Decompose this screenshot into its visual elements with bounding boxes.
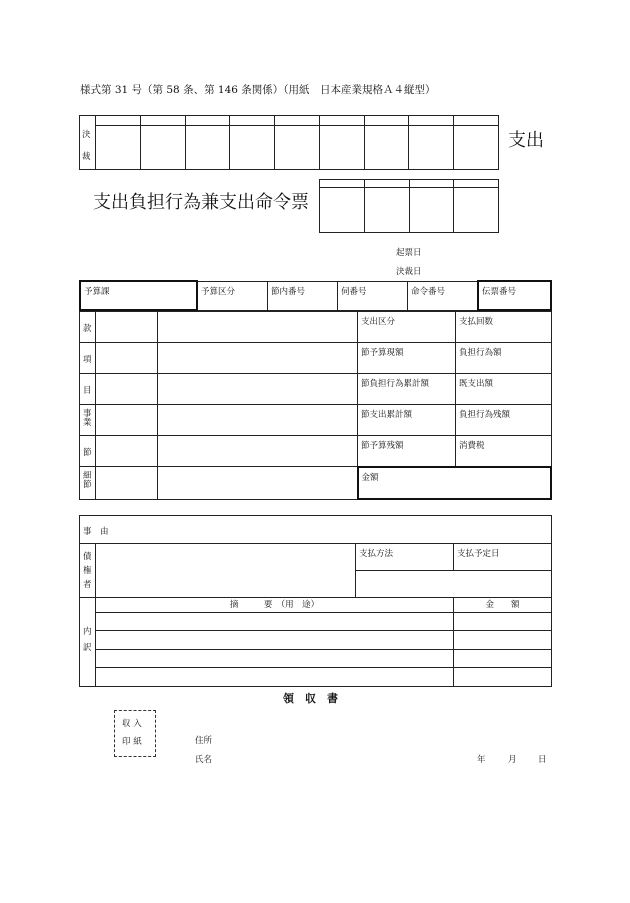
tekiyo-row[interactable] <box>96 612 454 631</box>
amount-row[interactable] <box>454 668 552 687</box>
shishutsu-label: 支出 <box>508 130 544 151</box>
shishutsu-kubun-label: 支出区分 <box>361 317 396 327</box>
details-table <box>79 515 552 687</box>
meirei-bango-label: 命令番号 <box>411 286 446 297</box>
kou-cell <box>80 343 96 374</box>
classification-table <box>79 311 552 500</box>
ukagai-bango-label: 伺番号 <box>341 286 367 297</box>
yosan-ka-label: 予算課 <box>84 287 110 297</box>
stamp-box[interactable] <box>96 126 141 170</box>
sub-head <box>454 180 499 188</box>
stamp-box[interactable] <box>364 126 409 170</box>
stamp-box[interactable] <box>319 126 364 170</box>
shiharai-houhou-label: 支払方法 <box>359 548 394 559</box>
meirei-bango-cell[interactable] <box>408 281 479 310</box>
stamp-head <box>140 116 185 126</box>
denpyo-bango-label: 伝票番号 <box>482 287 517 297</box>
jigyo-label: 事業 <box>83 409 92 429</box>
moku-name[interactable] <box>158 374 358 405</box>
uchiwake-cell <box>80 598 96 687</box>
jiyu-label: 事 由 <box>83 527 109 537</box>
approval-grid <box>79 115 499 170</box>
sub-box[interactable] <box>320 188 365 233</box>
kessai-label-2: 裁 <box>82 152 91 162</box>
hi-label: 日 <box>538 755 547 765</box>
kihyobi-label: 起票日 <box>396 248 422 258</box>
setsu-cell <box>80 436 96 467</box>
futan-koui-gaku-cell[interactable] <box>456 343 552 374</box>
sub-box[interactable] <box>364 188 409 233</box>
stamp-head <box>275 116 320 126</box>
kan-code[interactable] <box>96 312 158 343</box>
futan-koui-gaku-label: 負担行為額 <box>459 348 502 359</box>
shiharai-yoteibi-cell[interactable] <box>454 543 552 570</box>
jusho-label: 住所 <box>195 736 213 746</box>
setsunai-bango-cell[interactable] <box>268 281 338 310</box>
stamp-box[interactable] <box>454 126 499 170</box>
kan-name[interactable] <box>158 312 358 343</box>
sub-box[interactable] <box>409 188 454 233</box>
sub-head <box>409 180 454 188</box>
stamp-box[interactable] <box>185 126 230 170</box>
setsu-shishutsu-ruikei-cell[interactable] <box>358 405 456 436</box>
saisetsu-code[interactable] <box>96 467 158 499</box>
shiharai-kaisu-label: 支払回数 <box>459 317 494 327</box>
kingaku-cell[interactable] <box>358 467 552 499</box>
stamp-box[interactable] <box>275 126 320 170</box>
kessai-cell <box>80 116 96 170</box>
saikensha-value[interactable] <box>96 543 356 598</box>
kou-code[interactable] <box>96 343 158 374</box>
shohizei-cell[interactable] <box>456 436 552 467</box>
shiharai-houhou-cell[interactable] <box>356 543 454 570</box>
sub-head <box>364 180 409 188</box>
ukagai-bango-cell[interactable] <box>338 281 408 310</box>
saikensha-label: 債権者 <box>83 551 92 590</box>
yosan-kubun-label: 予算区分 <box>201 286 236 297</box>
stamp-head <box>319 116 364 126</box>
stamp-text-1: 収 入 <box>122 719 142 729</box>
moku-label: 目 <box>83 386 92 397</box>
jigyo-name[interactable] <box>158 405 358 436</box>
tekiyo-label: 摘 要 （用 途） <box>229 600 320 611</box>
setsunai-bango-label: 節内番号 <box>271 286 306 297</box>
sub-box[interactable] <box>454 188 499 233</box>
revenue-stamp-box[interactable] <box>114 710 156 757</box>
page-title: 支出負担行為兼支出命令票 <box>93 192 309 213</box>
tekiyo-row[interactable] <box>96 668 454 687</box>
shishutsu-kubun-cell[interactable] <box>358 312 456 343</box>
yosan-ka-cell[interactable] <box>80 281 197 310</box>
shiharai-kaisu-cell[interactable] <box>456 312 552 343</box>
nen-label: 年 <box>477 755 486 765</box>
setsu-yosan-zan-label: 節予算残額 <box>361 441 404 452</box>
budget-row <box>79 280 552 311</box>
stamp-head <box>185 116 230 126</box>
kingaku-detail-label: 金 額 <box>485 600 520 611</box>
tekiyo-row[interactable] <box>96 649 454 668</box>
saikensha-cell <box>80 543 96 598</box>
moku-code[interactable] <box>96 374 158 405</box>
jigyo-code[interactable] <box>96 405 158 436</box>
shiharai-detail[interactable] <box>356 570 552 598</box>
uchiwake-label: 内訳 <box>83 627 92 654</box>
setsu-yosan-gen-cell[interactable] <box>358 343 456 374</box>
setsu-name[interactable] <box>158 436 358 467</box>
denpyo-bango-cell[interactable] <box>478 281 551 310</box>
kishishutsu-gaku-cell[interactable] <box>456 374 552 405</box>
kessai-label-1: 決 <box>82 130 91 140</box>
kou-label: 項 <box>83 355 92 366</box>
amount-row[interactable] <box>454 612 552 631</box>
setsu-code[interactable] <box>96 436 158 467</box>
kishishutsu-gaku-label: 既支出額 <box>459 379 494 390</box>
stamp-head <box>364 116 409 126</box>
sub-approval-grid <box>319 179 499 233</box>
setsu-futan-ruikei-label: 節負担行為累計額 <box>361 379 430 390</box>
stamp-head <box>96 116 141 126</box>
amount-row[interactable] <box>454 649 552 668</box>
stamp-head <box>454 116 499 126</box>
stamp-head <box>230 116 275 126</box>
jigyo-cell <box>80 405 96 436</box>
setsu-futan-ruikei-cell[interactable] <box>358 374 456 405</box>
setsu-label: 節 <box>83 448 92 459</box>
saisetsu-label: 細節 <box>83 471 92 491</box>
shiharai-yoteibi-label: 支払予定日 <box>457 548 500 559</box>
form-number: 様式第 31 号（第 58 条、第 146 条関係）（用紙 日本産業規格Ａ４縦型） <box>80 84 436 96</box>
tekiyo-header <box>96 598 454 612</box>
amount-row[interactable] <box>454 631 552 650</box>
futan-koui-zan-cell[interactable] <box>456 405 552 436</box>
setsu-shishutsu-ruikei-label: 節支出累計額 <box>361 410 413 421</box>
tsuki-label: 月 <box>508 755 517 765</box>
sub-head <box>320 180 365 188</box>
stamp-box[interactable] <box>140 126 185 170</box>
kingaku-label: 金額 <box>361 472 379 483</box>
kan-cell <box>80 312 96 343</box>
futan-koui-zan-label: 負担行為残額 <box>459 410 511 421</box>
receipt-title: 領 収 書 <box>283 692 338 705</box>
kou-name[interactable] <box>158 343 358 374</box>
setsu-yosan-zan-cell[interactable] <box>358 436 456 467</box>
moku-cell <box>80 374 96 405</box>
kan-label: 款 <box>83 324 92 334</box>
jiyu-cell[interactable] <box>80 516 552 544</box>
saisetsu-cell <box>80 467 96 499</box>
stamp-box[interactable] <box>409 126 454 170</box>
setsu-yosan-gen-label: 節予算現額 <box>361 348 404 359</box>
stamp-box[interactable] <box>230 126 275 170</box>
stamp-head <box>409 116 454 126</box>
shimei-label: 氏名 <box>195 755 213 765</box>
tekiyo-row[interactable] <box>96 631 454 650</box>
stamp-text-2: 印 紙 <box>122 737 142 747</box>
yosan-kubun-cell[interactable] <box>197 281 268 310</box>
shohizei-label: 消費税 <box>459 441 485 452</box>
saisetsu-name[interactable] <box>158 467 358 499</box>
kingaku-header <box>454 598 552 612</box>
kessaibi-label: 決裁日 <box>396 267 422 277</box>
